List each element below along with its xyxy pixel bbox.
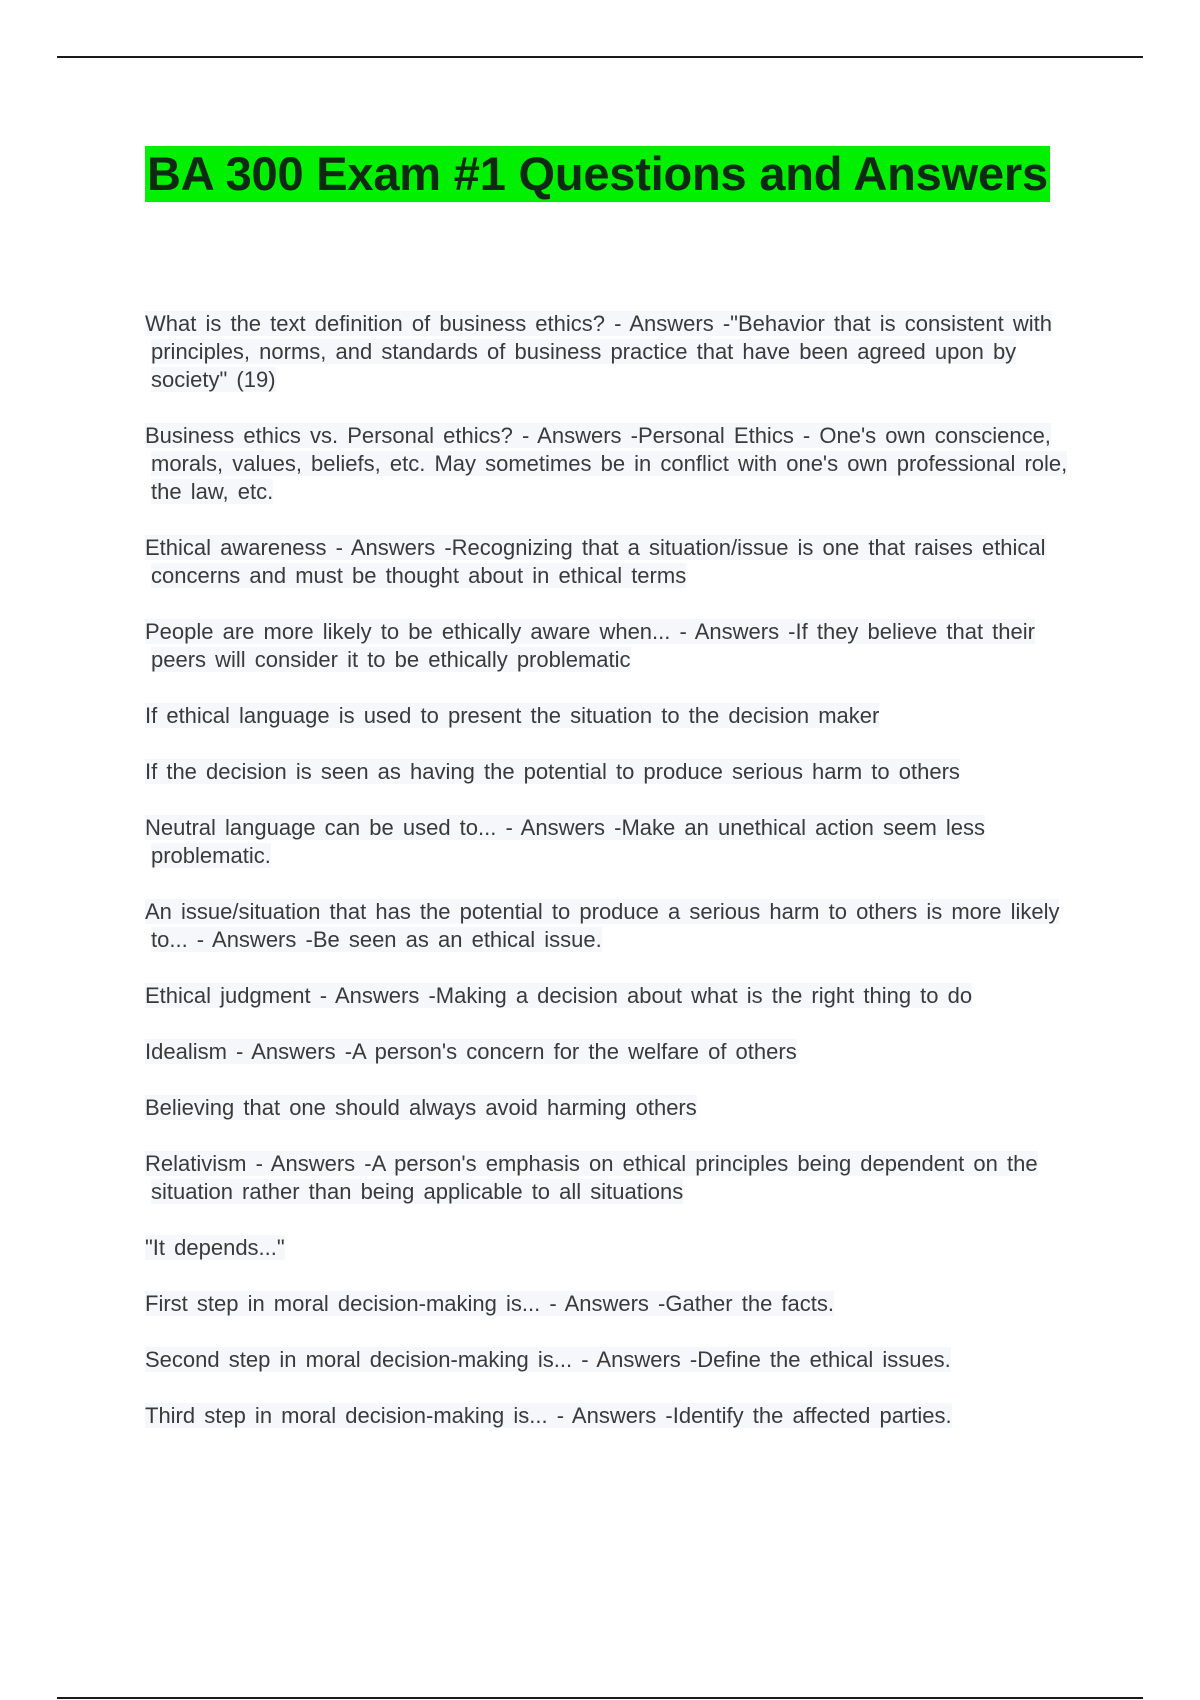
title-block xyxy=(145,146,1050,202)
qa-entry-text: Ethical awareness - Answers -Recognizing that a situation/issue is one that raises ethical concerns and must be thought about in ethical terms xyxy=(145,535,1046,588)
qa-entry xyxy=(145,1346,1080,1374)
qa-entry-text: Relativism - Answers -A person's emphasis on ethical principles being dependent on the situation rather than being applicable to all situations xyxy=(145,1151,1038,1204)
qa-entry-text: Believing that one should always avoid harming others xyxy=(145,1095,697,1120)
qa-entry xyxy=(145,1094,1080,1122)
qa-list xyxy=(145,310,1080,1458)
qa-entry-text: People are more likely to be ethically aware when... - Answers -If they believe that their peers will consider it to be ethically problematic xyxy=(145,619,1035,672)
qa-entry-text: Business ethics vs. Personal ethics? - Answers -Personal Ethics - One's own conscience, morals, values, beliefs, etc. May sometimes be in conflict with one's own professional role, the law, etc. xyxy=(145,423,1068,504)
qa-entry-text: First step in moral decision-making is... - Answers -Gather the facts. xyxy=(145,1291,835,1316)
document-title: BA 300 Exam #1 Questions and Answers xyxy=(147,147,1048,200)
qa-entry-text: "It depends..." xyxy=(145,1235,285,1260)
qa-entry xyxy=(145,422,1080,506)
qa-entry-text: Neutral language can be used to... - Answers -Make an unethical action seem less problematic. xyxy=(145,815,986,868)
qa-entry-text: If the decision is seen as having the potential to produce serious harm to others xyxy=(145,759,960,784)
qa-entry xyxy=(145,982,1080,1010)
qa-entry-text: Third step in moral decision-making is... - Answers -Identify the affected parties. xyxy=(145,1403,952,1428)
qa-entry-text: Ethical judgment - Answers -Making a decision about what is the right thing to do xyxy=(145,983,973,1008)
qa-entry xyxy=(145,1234,1080,1262)
qa-entry-text: Second step in moral decision-making is... - Answers -Define the ethical issues. xyxy=(145,1347,951,1372)
qa-entry xyxy=(145,1038,1080,1066)
qa-entry xyxy=(145,898,1080,954)
qa-entry xyxy=(145,1402,1080,1430)
qa-entry xyxy=(145,702,1080,730)
qa-entry xyxy=(145,534,1080,590)
qa-entry xyxy=(145,758,1080,786)
qa-entry xyxy=(145,618,1080,674)
qa-entry-text: What is the text definition of business ethics? - Answers -"Behavior that is consistent with principles, norms, and standards of business practice that have been agreed upon by society" (19) xyxy=(145,311,1052,392)
qa-entry-text: Idealism - Answers -A person's concern for the welfare of others xyxy=(145,1039,797,1064)
bottom-rule xyxy=(57,1697,1143,1699)
qa-entry xyxy=(145,814,1080,870)
qa-entry-text: If ethical language is used to present the situation to the decision maker xyxy=(145,703,880,728)
qa-entry xyxy=(145,1290,1080,1318)
qa-entry xyxy=(145,310,1080,394)
qa-entry xyxy=(145,1150,1080,1206)
top-rule xyxy=(57,56,1143,58)
qa-entry-text: An issue/situation that has the potential to produce a serious harm to others is more likely to... - Answers -Be seen as an ethical issue. xyxy=(145,899,1060,952)
